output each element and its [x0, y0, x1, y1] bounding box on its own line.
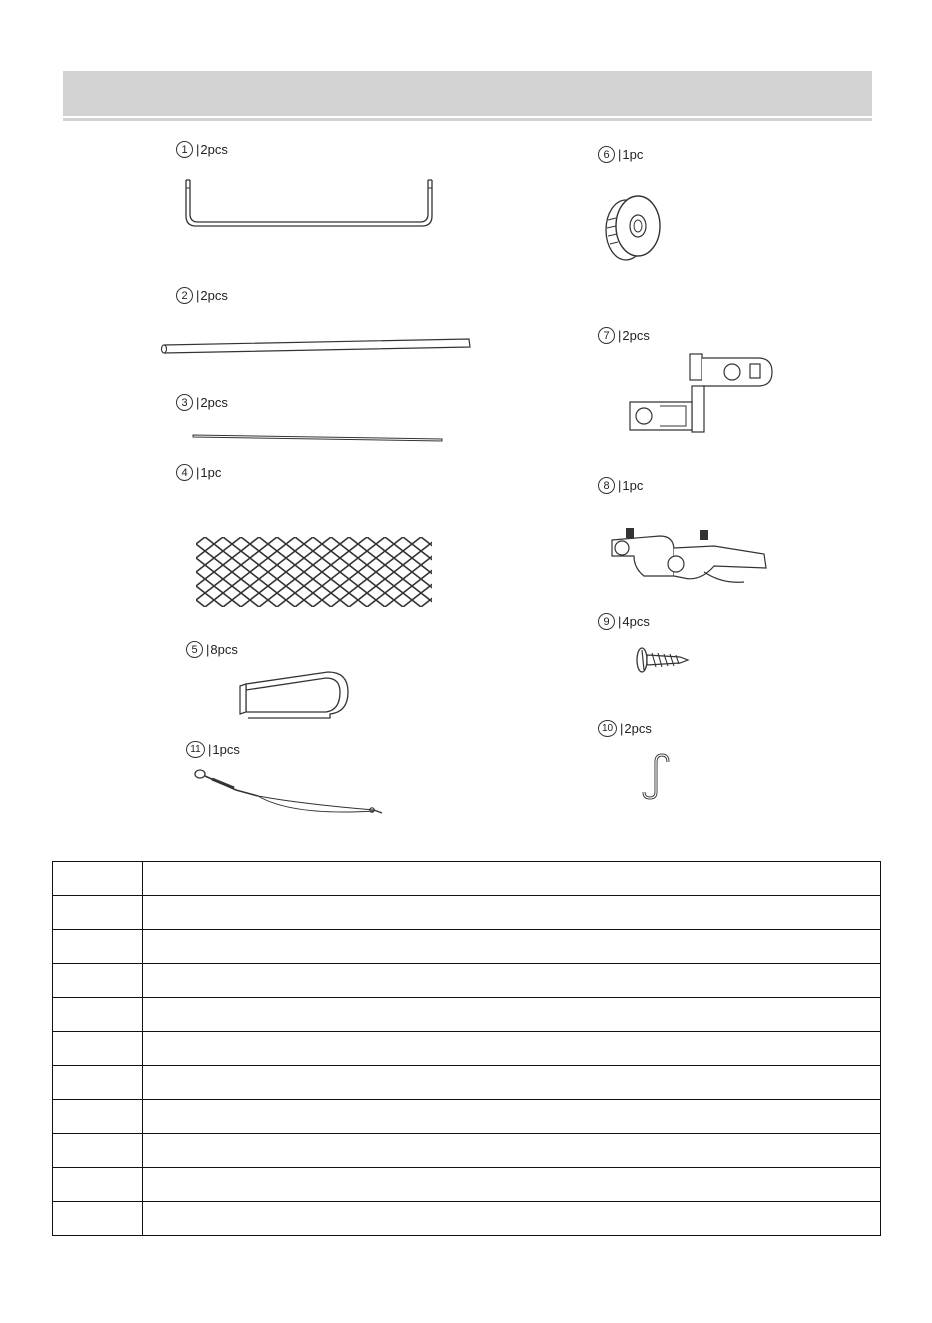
wire-roll-icon	[596, 192, 668, 264]
part-number-cell	[53, 862, 143, 896]
latch-icon	[604, 522, 772, 586]
tension-wire-icon	[192, 766, 388, 822]
part-quantity: 2pcs	[200, 142, 228, 157]
parts-list-table	[52, 861, 881, 1236]
part-number: 2	[176, 287, 193, 304]
part-3-label: 3 | 2pcs	[176, 394, 228, 411]
part-description-cell	[143, 998, 881, 1032]
part-number: 6	[598, 146, 615, 163]
part-description-cell	[143, 964, 881, 998]
part-10-label: 10 | 2pcs	[598, 720, 652, 737]
part-quantity: 2pcs	[200, 395, 228, 410]
part-description-cell	[143, 1032, 881, 1066]
part-8-label: 8 | 1pc	[598, 477, 643, 494]
part-quantity: 2pcs	[200, 288, 228, 303]
part-description-cell	[143, 930, 881, 964]
part-number: 4	[176, 464, 193, 481]
table-row	[53, 1202, 881, 1236]
part-quantity: 4pcs	[622, 614, 650, 629]
part-description-cell	[143, 1100, 881, 1134]
part-6-label: 6 | 1pc	[598, 146, 643, 163]
clip-icon	[238, 668, 354, 720]
part-number-cell	[53, 1134, 143, 1168]
table-row	[53, 964, 881, 998]
part-number-cell	[53, 1202, 143, 1236]
part-2-label: 2 | 2pcs	[176, 287, 228, 304]
part-number: 5	[186, 641, 203, 658]
u-frame-icon	[180, 176, 440, 232]
part-quantity: 8pcs	[210, 642, 238, 657]
table-row	[53, 930, 881, 964]
part-quantity: 1pc	[622, 478, 644, 493]
table-row	[53, 1100, 881, 1134]
table-row	[53, 998, 881, 1032]
part-number-cell	[53, 1168, 143, 1202]
table-row	[53, 1168, 881, 1202]
chain-link-mesh-icon	[196, 537, 432, 607]
part-description-cell	[143, 1066, 881, 1100]
part-number: 9	[598, 613, 615, 630]
screw-icon	[634, 642, 692, 680]
part-quantity: 2pcs	[622, 328, 650, 343]
thin-rod-icon	[190, 431, 446, 443]
part-quantity: 2pcs	[624, 721, 652, 736]
long-pipe-icon	[159, 336, 474, 356]
table-row	[53, 862, 881, 896]
part-description-cell	[143, 1202, 881, 1236]
table-row	[53, 896, 881, 930]
part-number: 8	[598, 477, 615, 494]
part-quantity: 1pcs	[212, 742, 240, 757]
hinge-clamp-icon	[626, 350, 776, 436]
part-number: 1	[176, 141, 193, 158]
s-hook-icon	[640, 752, 680, 802]
part-number-cell	[53, 964, 143, 998]
part-number: 11	[186, 741, 205, 758]
part-description-cell	[143, 862, 881, 896]
part-number: 7	[598, 327, 615, 344]
part-number: 3	[176, 394, 193, 411]
part-description-cell	[143, 1134, 881, 1168]
part-number-cell	[53, 1100, 143, 1134]
part-number-cell	[53, 1032, 143, 1066]
part-description-cell	[143, 1168, 881, 1202]
part-number-cell	[53, 930, 143, 964]
part-11-label: 11 | 1pcs	[186, 741, 240, 758]
part-quantity: 1pc	[622, 147, 644, 162]
part-number-cell	[53, 896, 143, 930]
part-number-cell	[53, 998, 143, 1032]
part-4-label: 4 | 1pc	[176, 464, 221, 481]
table-row	[53, 1134, 881, 1168]
part-5-label: 5 | 8pcs	[186, 641, 238, 658]
part-quantity: 1pc	[200, 465, 222, 480]
part-7-label: 7 | 2pcs	[598, 327, 650, 344]
part-9-label: 9 | 4pcs	[598, 613, 650, 630]
section-header-bar	[63, 71, 872, 116]
header-divider	[63, 118, 872, 121]
table-row	[53, 1032, 881, 1066]
part-description-cell	[143, 896, 881, 930]
part-1-label: 1 | 2pcs	[176, 141, 228, 158]
part-number: 10	[598, 720, 617, 737]
part-number-cell	[53, 1066, 143, 1100]
table-row	[53, 1066, 881, 1100]
